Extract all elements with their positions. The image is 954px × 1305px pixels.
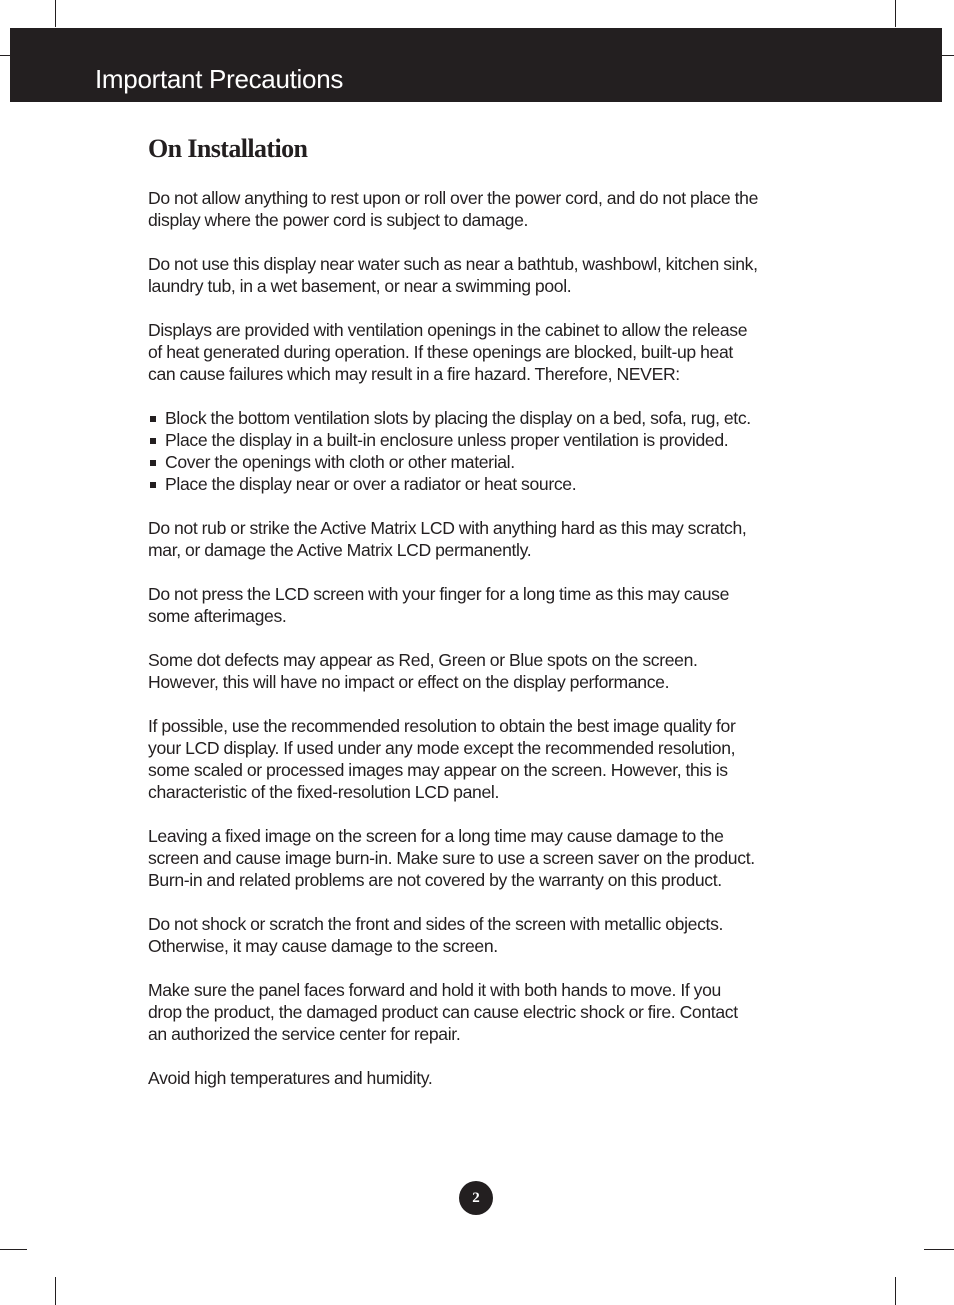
body-paragraph [148,517,810,561]
paragraph-line: Do not press the LCD screen with your finger for a long time as this may cause [148,584,730,604]
crop-mark-top-right-horizontal [942,55,954,56]
paragraph-line: Do not shock or scratch the front and sides of the screen with metallic objects. [148,914,724,934]
paragraph-line: However, this will have no impact or effect on the display performance. [148,672,670,692]
list-item [148,429,810,451]
body-paragraph [148,913,810,957]
paragraph-line: Do not rub or strike the Active Matrix LCD with anything hard as this may scratch, [148,518,747,538]
paragraph-line: mar, or damage the Active Matrix LCD permanently. [148,540,532,560]
body-paragraph [148,187,810,231]
paragraph-line: Otherwise, it may cause damage to the screen. [148,936,498,956]
paragraph-line: an authorized the service center for repair. [148,1024,461,1044]
body-paragraph [148,649,810,693]
square-bullet-icon [150,482,156,488]
crop-mark-top-left-vertical [55,0,56,27]
list-item-text: Place the display near or over a radiator or heat source. [165,474,577,494]
crop-mark-bottom-left-vertical [55,1277,56,1305]
crop-mark-top-left-horizontal [0,55,10,56]
crop-mark-bottom-right-horizontal [924,1249,954,1250]
paragraph-line: of heat generated during operation. If these openings are blocked, built-up heat [148,342,733,362]
square-bullet-icon [150,460,156,466]
paragraph-line: Do not allow anything to rest upon or roll over the power cord, and do not place the [148,188,759,208]
paragraph-line: Do not use this display near water such as near a bathtub, washbowl, kitchen sink, [148,254,758,274]
content-area [148,130,810,1111]
paragraph-line: some afterimages. [148,606,287,626]
crop-mark-bottom-left-horizontal [0,1249,27,1250]
body-paragraph [148,825,810,891]
list-item-text: Cover the openings with cloth or other material. [165,452,515,472]
paragraph-line: Avoid high temperatures and humidity. [148,1068,433,1088]
square-bullet-icon [150,416,156,422]
list-item-text: Place the display in a built-in enclosure unless proper ventilation is provided. [165,430,729,450]
paragraph-line: Burn-in and related problems are not covered by the warranty on this product. [148,870,722,890]
paragraph-line: If possible, use the recommended resolution to obtain the best image quality for [148,716,736,736]
page-number-badge: 2 [459,1181,493,1215]
list-item [148,473,810,495]
paragraph-line: laundry tub, in a wet basement, or near a swimming pool. [148,276,572,296]
list-item [148,451,810,473]
crop-mark-top-right-vertical [895,0,896,27]
paragraph-line: Displays are provided with ventilation openings in the cabinet to allow the release [148,320,748,340]
paragraphs-after-list [148,517,810,1089]
never-bullet-list [148,407,810,495]
paragraph-line: your LCD display. If used under any mode except the recommended resolution, [148,738,736,758]
body-paragraph [148,1067,810,1089]
paragraph-line: Leaving a fixed image on the screen for a long time may cause damage to the [148,826,724,846]
body-paragraph [148,979,810,1045]
paragraph-line: display where the power cord is subject to damage. [148,210,529,230]
body-paragraph [148,253,810,297]
section-title: On Installation [148,134,308,163]
paragraph-line: can cause failures which may result in a fire hazard. Therefore, NEVER: [148,364,680,384]
paragraph-line: Some dot defects may appear as Red, Green or Blue spots on the screen. [148,650,698,670]
page-header-title: Important Precautions [95,64,344,94]
body-paragraph [148,319,810,385]
list-item-text: Block the bottom ventilation slots by placing the display on a bed, sofa, rug, etc. [165,408,751,428]
crop-mark-bottom-right-vertical [895,1277,896,1305]
header-bar [10,28,942,102]
paragraph-line: characteristic of the fixed-resolution LCD panel. [148,782,499,802]
body-paragraph [148,715,810,803]
paragraph-line: drop the product, the damaged product can cause electric shock or fire. Contact [148,1002,738,1022]
paragraph-line: screen and cause image burn-in. Make sure to use a screen saver on the product. [148,848,755,868]
body-paragraph [148,583,810,627]
square-bullet-icon [150,438,156,444]
paragraph-line: Make sure the panel faces forward and hold it with both hands to move. If you [148,980,721,1000]
paragraph-line: some scaled or processed images may appear on the screen. However, this is [148,760,728,780]
paragraphs-before-list [148,187,810,385]
list-item [148,407,810,429]
